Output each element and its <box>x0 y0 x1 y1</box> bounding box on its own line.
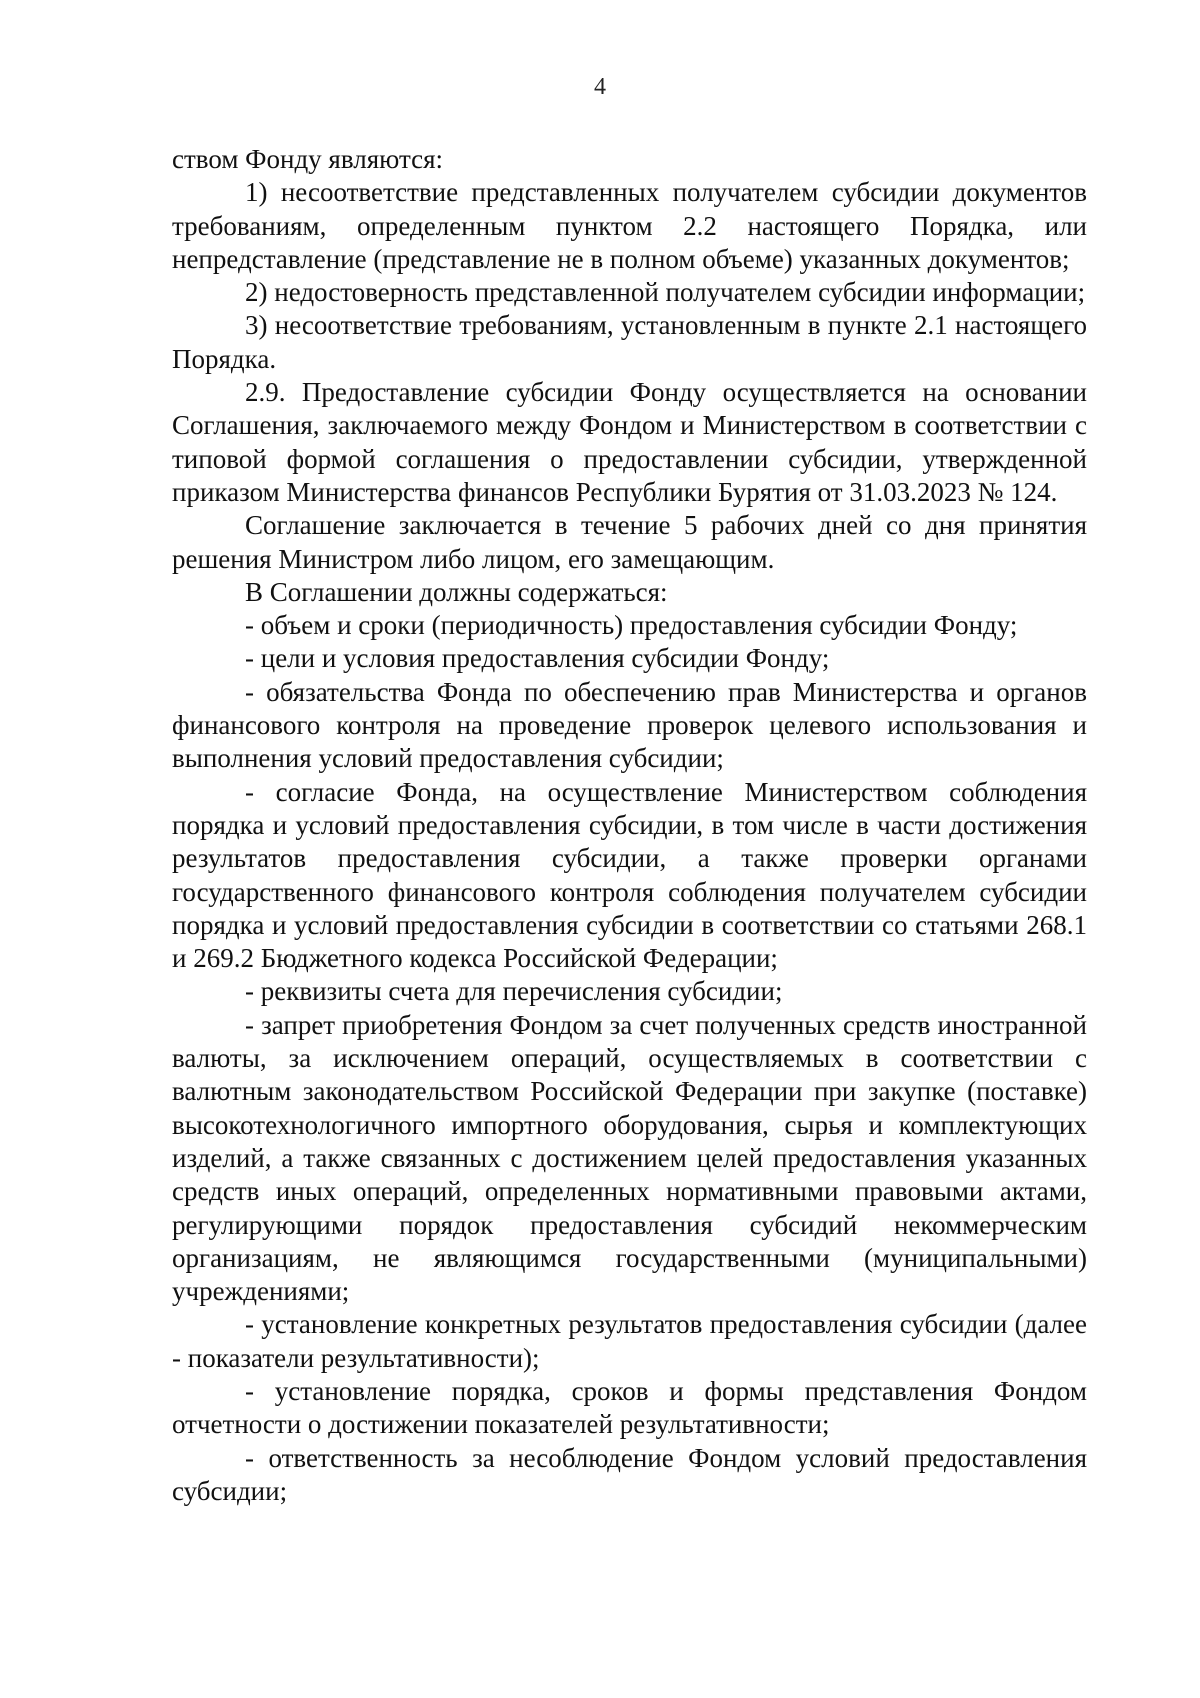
paragraph: 3) несоответствие требованиям, установленным в пункте 2.1 настоящего Порядка. <box>172 310 1087 374</box>
paragraph: - цели и условия предоставления субсидии Фонду; <box>245 643 830 674</box>
paragraph: - запрет приобретения Фондом за счет полученных средств иностранной валюты, за исключением операций, осуществляемых в соответствии с валютным законодательством Российской Федерации при закупке (поставке) высокотехнологичного импортного оборудования, сырья и комплектующих изделий, а также связанных с достижением целей предоставления указанных средств иных операций, определенных нормативными правовыми актами, регулирующими порядок предоставления субсидий некоммерческим организациям, не являющимся государственными (муниципальными) учреждениями; <box>172 1009 1087 1307</box>
paragraph: 2.9. Предоставление субсидии Фонду осуществляется на основании Соглашения, заключаемого между Фондом и Министерством в соответствии с типовой формой соглашения о предоставлении субсидии, утвержденной приказом Министерства финансов Республики Бурятия от 31.03.2023 № 124. <box>172 377 1087 507</box>
paragraph: Соглашение заключается в течение 5 рабочих дней со дня принятия решения Министром либо лицом, его замещающим. <box>172 510 1087 574</box>
paragraph: 1) несоответствие представленных получателем субсидии документов требованиям, определенным пунктом 2.2 настоящего Порядка, или непредставление (представление не в полном объеме) указанных документов; <box>172 177 1087 274</box>
paragraph: - обязательства Фонда по обеспечению прав Министерства и органов финансового контроля на проведение проверок целевого использования и выполнения условий предоставления субсидии; <box>172 676 1087 774</box>
paragraph: - согласие Фонда, на осуществление Министерством соблюдения порядка и условий предоставления субсидии, в том числе в части достижения результатов предоставления субсидии, а также проверки органами государственного финансового контроля соблюдения получателем субсидии порядка и условий предоставления субсидии в соответствии со статьями 268.1 и 269.2 Бюджетного кодекса Российской Федерации; <box>172 776 1087 974</box>
paragraph: - реквизиты счета для перечисления субсидии; <box>245 976 783 1007</box>
paragraph: - установление конкретных результатов предоставления субсидии (далее - показатели результативности); <box>172 1309 1087 1373</box>
paragraph: - установление порядка, сроков и формы представления Фондом отчетности о достижении показателей результативности; <box>172 1375 1087 1440</box>
document-body <box>172 143 1087 1508</box>
page-number: 4 <box>594 74 606 100</box>
paragraph: В Соглашении должны содержаться: <box>245 576 668 607</box>
paragraph: ством Фонду являются: <box>172 144 443 174</box>
paragraph: - ответственность за несоблюдение Фондом условий предоставления субсидии; <box>172 1442 1087 1506</box>
paragraph: - объем и сроки (периодичность) предоставления субсидии Фонду; <box>245 610 1018 641</box>
paragraph: 2) недостоверность представленной получателем субсидии информации; <box>245 277 1086 308</box>
